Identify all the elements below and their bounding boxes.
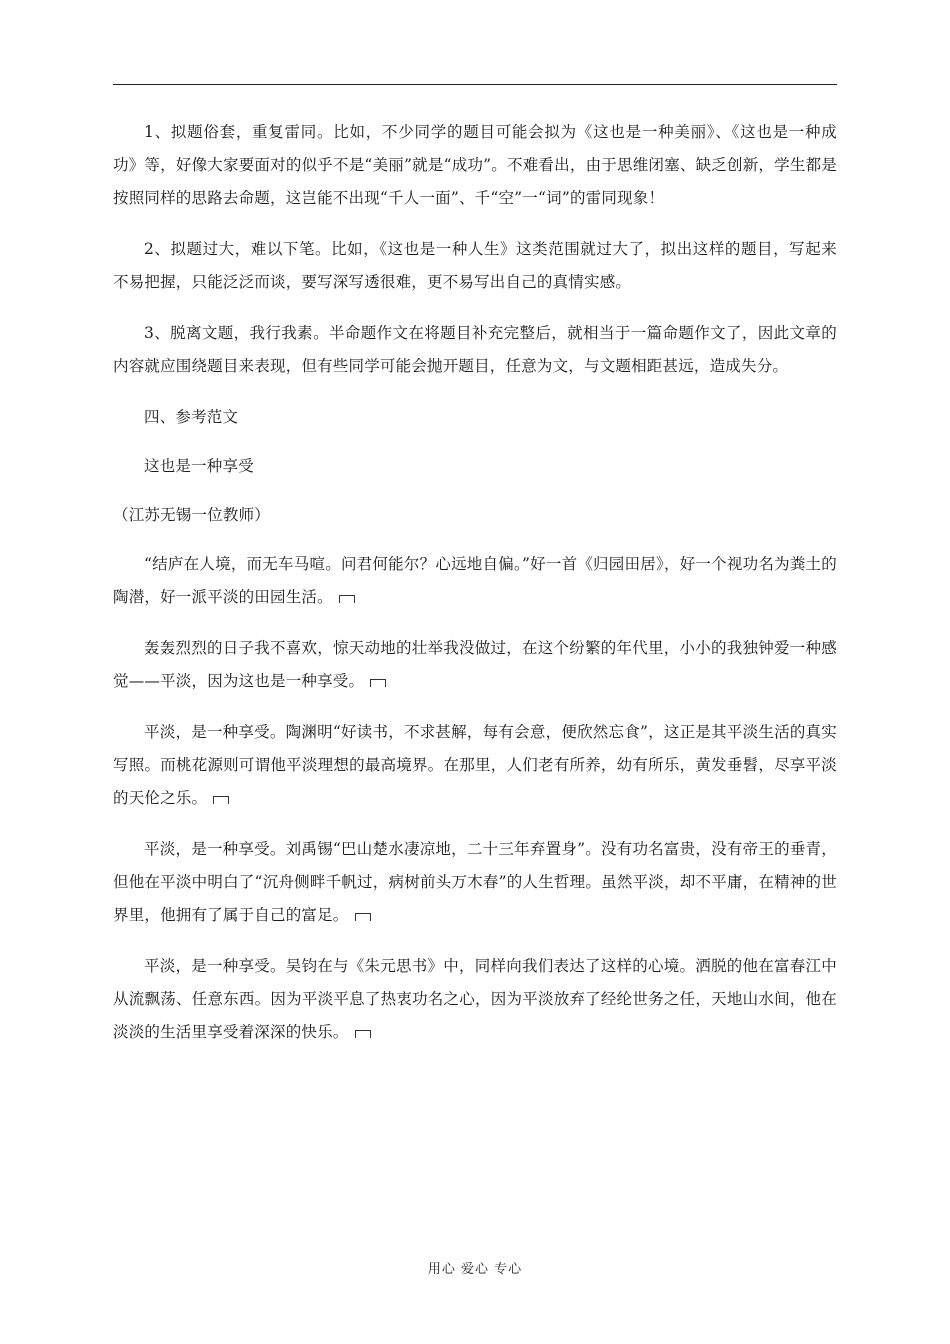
essay-paragraph-1: “结庐在人境，而无车马喧。问君何能尔？心远地自偏。”好一首《归园田居》，好一个视功名为粪土的陶潜，好一派平淡的田园生活。 [113, 555, 837, 606]
essay-author: （江苏无锡一位教师） [113, 506, 271, 524]
paragraph-1: 1、拟题俗套，重复雷同。比如，不少同学的题目可能会拟为《这也是一种美丽》、《这也是一种成功》等，好像大家要面对的似乎不是“美丽”就是“成功”。不难看出，由于思维闭塞、缺乏创新，学生都是按照同样的思路去命题，这岂能不出现“千人一面”、千“空”一“词”的雷同现象！ [113, 123, 837, 207]
essay-paragraph-4: 平淡，是一种享受。刘禹锡“巴山楚水凄凉地，二十三年弃置身”。没有功名富贵，没有帝王的垂青，但他在平淡中明白了“沉舟侧畔千帆过，病树前头万木春”的人生哲理。虽然平淡，却不平庸，在精神的世界里，他拥有了属于自己的富足。 [113, 840, 837, 924]
paragraph-2: 2、拟题过大，难以下笔。比如，《这也是一种人生》这类范围就过大了，拟出这样的题目，写起来不易把握，只能泛泛而谈，要写深写透很难，更不易写出自己的真情实感。 [113, 240, 837, 291]
essay-paragraph-2: 轰轰烈烈的日子我不喜欢，惊天动地的壮举我没做过，在这个纷繁的年代里，小小的我独钟爱一种感觉——平淡，因为这也是一种享受。 [113, 639, 837, 690]
paragraph-3: 3、脱离文题，我行我素。半命题作文在将题目补充完整后，就相当于一篇命题作文了，因此文章的内容就应围绕题目来表现，但有些同学可能会抛开题目，任意为文，与文题相距甚远，造成失分。 [113, 324, 837, 375]
paragraph-mark-icon [355, 913, 371, 921]
paragraph-mark-icon [370, 679, 386, 687]
document-body [113, 116, 837, 1067]
essay-paragraph-3: 平淡，是一种享受。陶渊明“好读书，不求甚解，每有会意，便欣然忘食”，这正是其平淡生活的真实写照。而桃花源则可谓他平淡理想的最高境界。在那里，人们老有所养，幼有所乐，黄发垂髫，尽享平淡的天伦之乐。 [113, 723, 837, 807]
section-heading: 四、参考范文 [144, 408, 239, 426]
essay-title: 这也是一种享受 [144, 457, 254, 475]
paragraph-mark-icon [213, 796, 229, 804]
paragraph-mark-icon [339, 595, 355, 603]
essay-paragraph-5: 平淡，是一种享受。吴钧在与《朱元思书》中，同样向我们表达了这样的心境。洒脱的他在富春江中从流飘荡、任意东西。因为平淡平息了热衷功名之心，因为平淡放弃了经纶世务之任，天地山水间，他在淡淡的生活里享受着深深的快乐。 [113, 957, 837, 1041]
page-footer: 用心 爱心 专心 [427, 1262, 523, 1277]
paragraph-mark-icon [355, 1030, 371, 1038]
header-rule [113, 84, 837, 85]
